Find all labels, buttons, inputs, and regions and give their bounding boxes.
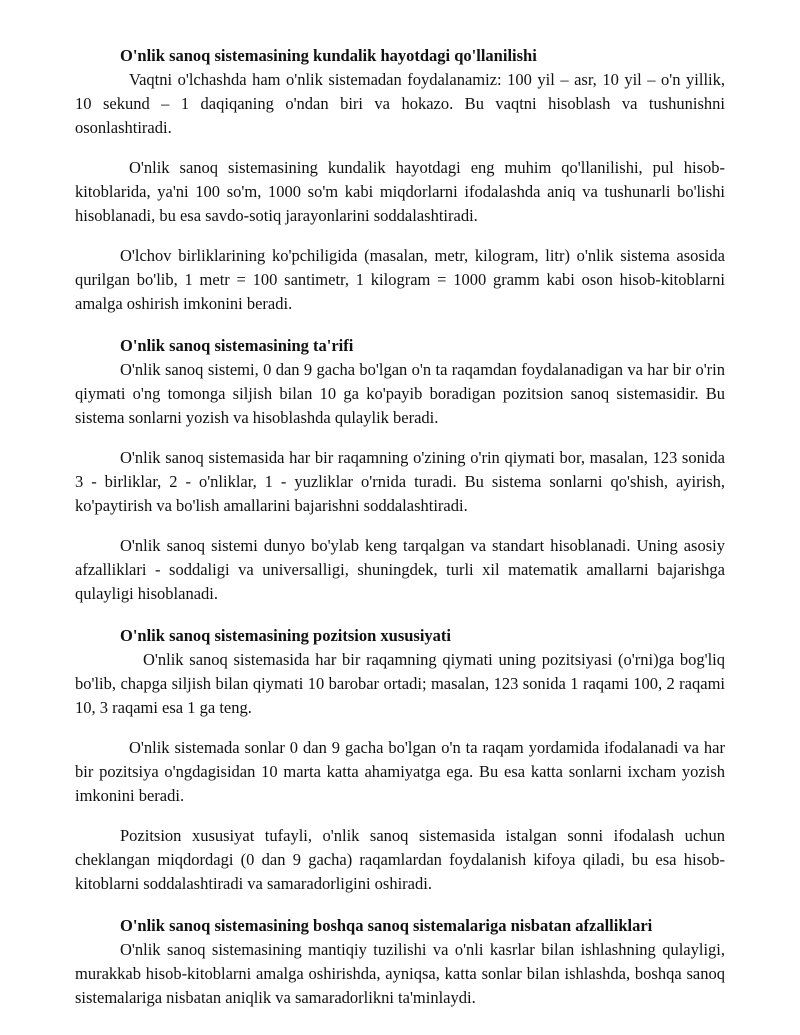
section-daily-use (75, 44, 725, 316)
paragraph: O'nlik sanoq sistemi, 0 dan 9 gacha bo'lgan o'n ta raqamdan foydalanadigan va har bir o'rin qiymati o'ng tomonga siljish bilan 10 ga ko'payib boradigan pozitsion sanoq sistemasidir. Bu sistema sonlarni yozish va hisoblashda qulaylik beradi. (75, 360, 725, 427)
paragraph: O'nlik sanoq sistemasida har bir raqamning o'zining o'rin qiymati bor, masalan, 123 sonida 3 - birliklar, 2 - o'nliklar, 1 - yuzliklar o'rnida turadi. Bu sistema sonlarni qo'shish, ayirish, ko'paytirish va bo'lish amallarini bajarishni soddalashtiradi. (75, 448, 725, 515)
section-definition (75, 334, 725, 606)
paragraph: O'nlik sanoq sistemasining mantiqiy tuzilishi va o'nli kasrlar bilan ishlashning qulayligi, murakkab hisob-kitoblarni amalga oshirishda, ayniqsa, katta sonlar bilan ishlashda, boshqa sanoq sistemalariga nisbatan aniqlik va samaradorlikni ta'minlaydi. (75, 940, 725, 1007)
section-heading: O'nlik sanoq sistemasining kundalik hayotdagi qo'llanilishi (120, 46, 537, 65)
paragraph: O'nlik sanoq sistemi dunyo bo'ylab keng tarqalgan va standart hisoblanadi. Uning asosiy afzalliklari - soddaligi va universalligi, shuningdek, turli xil matematik amallarni bajarishga qulayligi hisoblanadi. (75, 536, 725, 603)
document-page (75, 44, 725, 1010)
section-positional-property (75, 624, 725, 896)
section-heading: O'nlik sanoq sistemasining ta'rifi (120, 336, 354, 355)
paragraph: O'lchov birliklarining ko'pchiligida (masalan, metr, kilogram, litr) o'nlik sistema asosida qurilgan bo'lib, 1 metr = 100 santimetr, 1 kilogram = 1000 gramm kabi oson hisob-kitoblarni amalga oshirish imkonini beradi. (75, 246, 725, 313)
paragraph: Pozitsion xususiyat tufayli, o'nlik sanoq sistemasida istalgan sonni ifodalash uchun cheklangan miqdordagi (0 dan 9 gacha) raqamlardan foydalanish kifoya qiladi, bu esa hisob-kitoblarni soddalashtiradi va samaradorligini oshiradi. (75, 826, 725, 893)
paragraph: O'nlik sanoq sistemasining kundalik hayotdagi eng muhim qo'llanilishi, pul hisob-kitoblarida, ya'ni 100 so'm, 1000 so'm kabi miqdorlarni ifodalashda aniq va tushunarli bo'lishi hisoblanadi, bu esa savdo-sotiq jarayonlarini soddalashtiradi. (75, 158, 725, 225)
section-heading: O'nlik sanoq sistemasining boshqa sanoq sistemalariga nisbatan afzalliklari (120, 916, 653, 935)
paragraph: O'nlik sistemada sonlar 0 dan 9 gacha bo'lgan o'n ta raqam yordamida ifodalanadi va har bir pozitsiya o'ngdagisidan 10 marta katta ahamiyatga ega. Bu esa katta sonlarni ixcham yozish imkonini beradi. (75, 738, 725, 805)
section-heading: O'nlik sanoq sistemasining pozitsion xususiyati (120, 626, 452, 645)
paragraph: Vaqtni o'lchashda ham o'nlik sistemadan foydalanamiz: 100 yil – asr, 10 yil – o'n yillik, 10 sekund – 1 daqiqaning o'ndan biri va hokazo. Bu vaqtni hisoblash va tushunishni osonlashtiradi. (75, 70, 725, 137)
paragraph: O'nlik sanoq sistemasida har bir raqamning qiymati uning pozitsiyasi (o'rni)ga bog'liq bo'lib, chapga siljish bilan qiymati 10 barobar ortadi; masalan, 123 sonida 1 raqami 100, 2 raqami 10, 3 raqami esa 1 ga teng. (75, 650, 725, 717)
section-advantages (75, 914, 725, 1010)
